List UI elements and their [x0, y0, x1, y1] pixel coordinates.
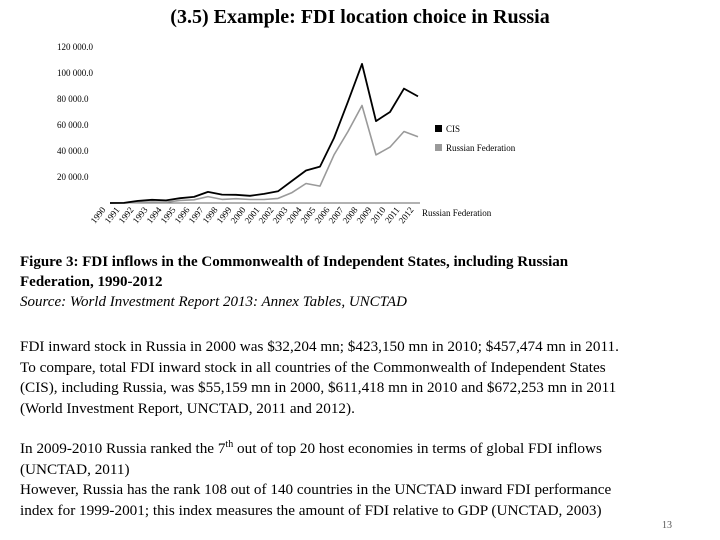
x-axis [89, 205, 416, 226]
axis-annotation: Russian Federation [422, 208, 492, 218]
legend-label: CIS [446, 124, 461, 134]
paragraph-line: FDI inward stock in Russia in 2000 was $32,204 mn; $423,150 mn in 2010; $457,474 mn in 2011. [20, 338, 619, 355]
paragraph-line: index for 1999-2001; this index measures the amount of FDI relative to GDP (UNCTAD, 2003) [20, 501, 602, 519]
legend [435, 124, 516, 153]
x-tick-label: 1997 [186, 205, 206, 226]
x-tick-label: 1990 [88, 205, 108, 226]
rank-text-before: In 2009-2010 Russia ranked the 7 [20, 440, 226, 458]
paragraph-line: (CIS), including Russia, was $55,159 mn in 2000, $611,418 mn in 2010 and $672,253 mn in 2011 [20, 379, 617, 396]
x-tick-label: 2010 [368, 205, 388, 226]
y-tick-label: 100 000.0 [57, 68, 93, 78]
x-tick-label: 1993 [130, 205, 150, 226]
x-tick-label: 2006 [312, 205, 332, 226]
x-tick-label: 1999 [214, 205, 234, 226]
x-tick-label: 1994 [144, 205, 164, 226]
y-tick-label: 120 000.0 [57, 42, 93, 52]
series-group [110, 64, 418, 203]
paragraph-line: (World Investment Report, UNCTAD, 2011 and 2012). [20, 399, 355, 417]
x-tick-label: 2008 [340, 205, 360, 226]
y-tick-label: 80 000.0 [57, 94, 89, 104]
legend-swatch [435, 125, 442, 132]
rank-superscript: th [225, 439, 234, 450]
y-tick-label: 60 000.0 [57, 120, 89, 130]
x-tick-label: 1995 [158, 205, 178, 226]
x-tick-label: 1991 [102, 205, 122, 226]
slide-title: (3.5) Example: FDI location choice in Russia [170, 6, 550, 28]
paragraph-line: (UNCTAD, 2011) [20, 460, 130, 478]
figure-caption [20, 252, 700, 312]
paragraph-line [20, 435, 705, 460]
x-tick-label: 2001 [242, 205, 262, 226]
caption-line-2: Federation, 1990-2012 [20, 274, 163, 290]
fdi-line-chart [0, 30, 720, 255]
x-tick-label: 2002 [256, 205, 276, 226]
caption-source: Source: World Investment Report 2013: Annex Tables, UNCTAD [20, 294, 407, 310]
x-tick-label: 2003 [270, 205, 290, 226]
paragraph-line: However, Russia has the rank 108 out of 140 countries in the UNCTAD inward FDI performance [20, 481, 612, 499]
series-line-russian-federation [110, 106, 418, 204]
x-tick-label: 2011 [382, 205, 402, 226]
legend-label: Russian Federation [446, 143, 516, 153]
x-tick-label: 2000 [228, 205, 248, 226]
x-tick-label: 1992 [116, 205, 136, 226]
x-tick-label: 2012 [396, 205, 416, 226]
x-tick-label: 1998 [200, 205, 220, 226]
x-tick-label: 2005 [298, 205, 318, 226]
y-tick-label: 20 000.0 [57, 172, 89, 182]
x-tick-label: 1996 [172, 205, 192, 226]
caption-line-1: Figure 3: FDI inflows in the Commonwealth of Independent States, including Russian [20, 254, 569, 270]
paragraph-ranking [20, 435, 705, 521]
rank-text-after: out of top 20 host economies in terms of global FDI inflows [233, 440, 602, 458]
paragraph-fdi-stock [20, 337, 705, 419]
x-tick-label: 2004 [284, 205, 304, 226]
paragraph-line: To compare, total FDI inward stock in all countries of the Commonwealth of Independent States [20, 358, 606, 376]
legend-swatch [435, 144, 442, 151]
series-line-cis [110, 64, 418, 203]
y-axis [57, 42, 94, 182]
x-tick-label: 2007 [326, 205, 346, 226]
page-number: 13 [662, 520, 672, 531]
x-tick-label: 2009 [354, 205, 374, 226]
y-tick-label: 40 000.0 [57, 146, 89, 156]
